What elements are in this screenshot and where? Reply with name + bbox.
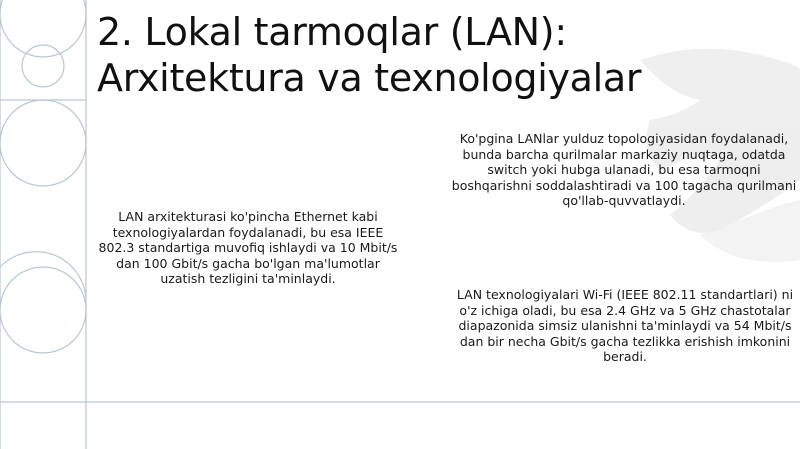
title-line-1: 2. Lokal tarmoqlar (LAN): [97,10,567,54]
title-line-2: Arxitektura va texnologiyalar [97,56,642,100]
deco-arc [0,252,86,300]
paragraph-lan-architecture: LAN arxitekturasi ko'pincha Ethernet kabi texnologiyalardan foydalanadi, bu esa IEEE 802.3 standartiga muvofiq ishlaydi va 10 Mbit/s dan 100 Gbit/s gacha bo'lgan ma'lumotlar uzatish tezligini ta'minlaydi. [98,209,398,287]
deco-circle-middle [0,100,86,186]
page-title [97,9,787,101]
deco-circle-lower [0,267,86,353]
deco-circle-small [22,45,64,87]
paragraph-wifi-technology: LAN texnologiyalari Wi-Fi (IEEE 802.11 standartlari) ni o'z ichiga oladi, bu esa 2.4 GHz va 5 GHz chastotalar diapazonida simsiz ulanishni ta'minlaydi va 54 Mbit/s dan bir necha Gbit/s gacha tezlikka erishish imkonini beradi. [456,287,794,365]
paragraph-star-topology: Ko'pgina LANlar yulduz topologiyasidan foydalanadi, bunda barcha qurilmalar markaziy nuqtaga, odatda switch yoki hubga ulanadi, bu esa tarmoqni boshqarishni soddalashtiradi va 100 tagacha qurilmani qo'llab-quvvatlaydi. [451,131,797,209]
deco-circle-top [0,0,86,57]
